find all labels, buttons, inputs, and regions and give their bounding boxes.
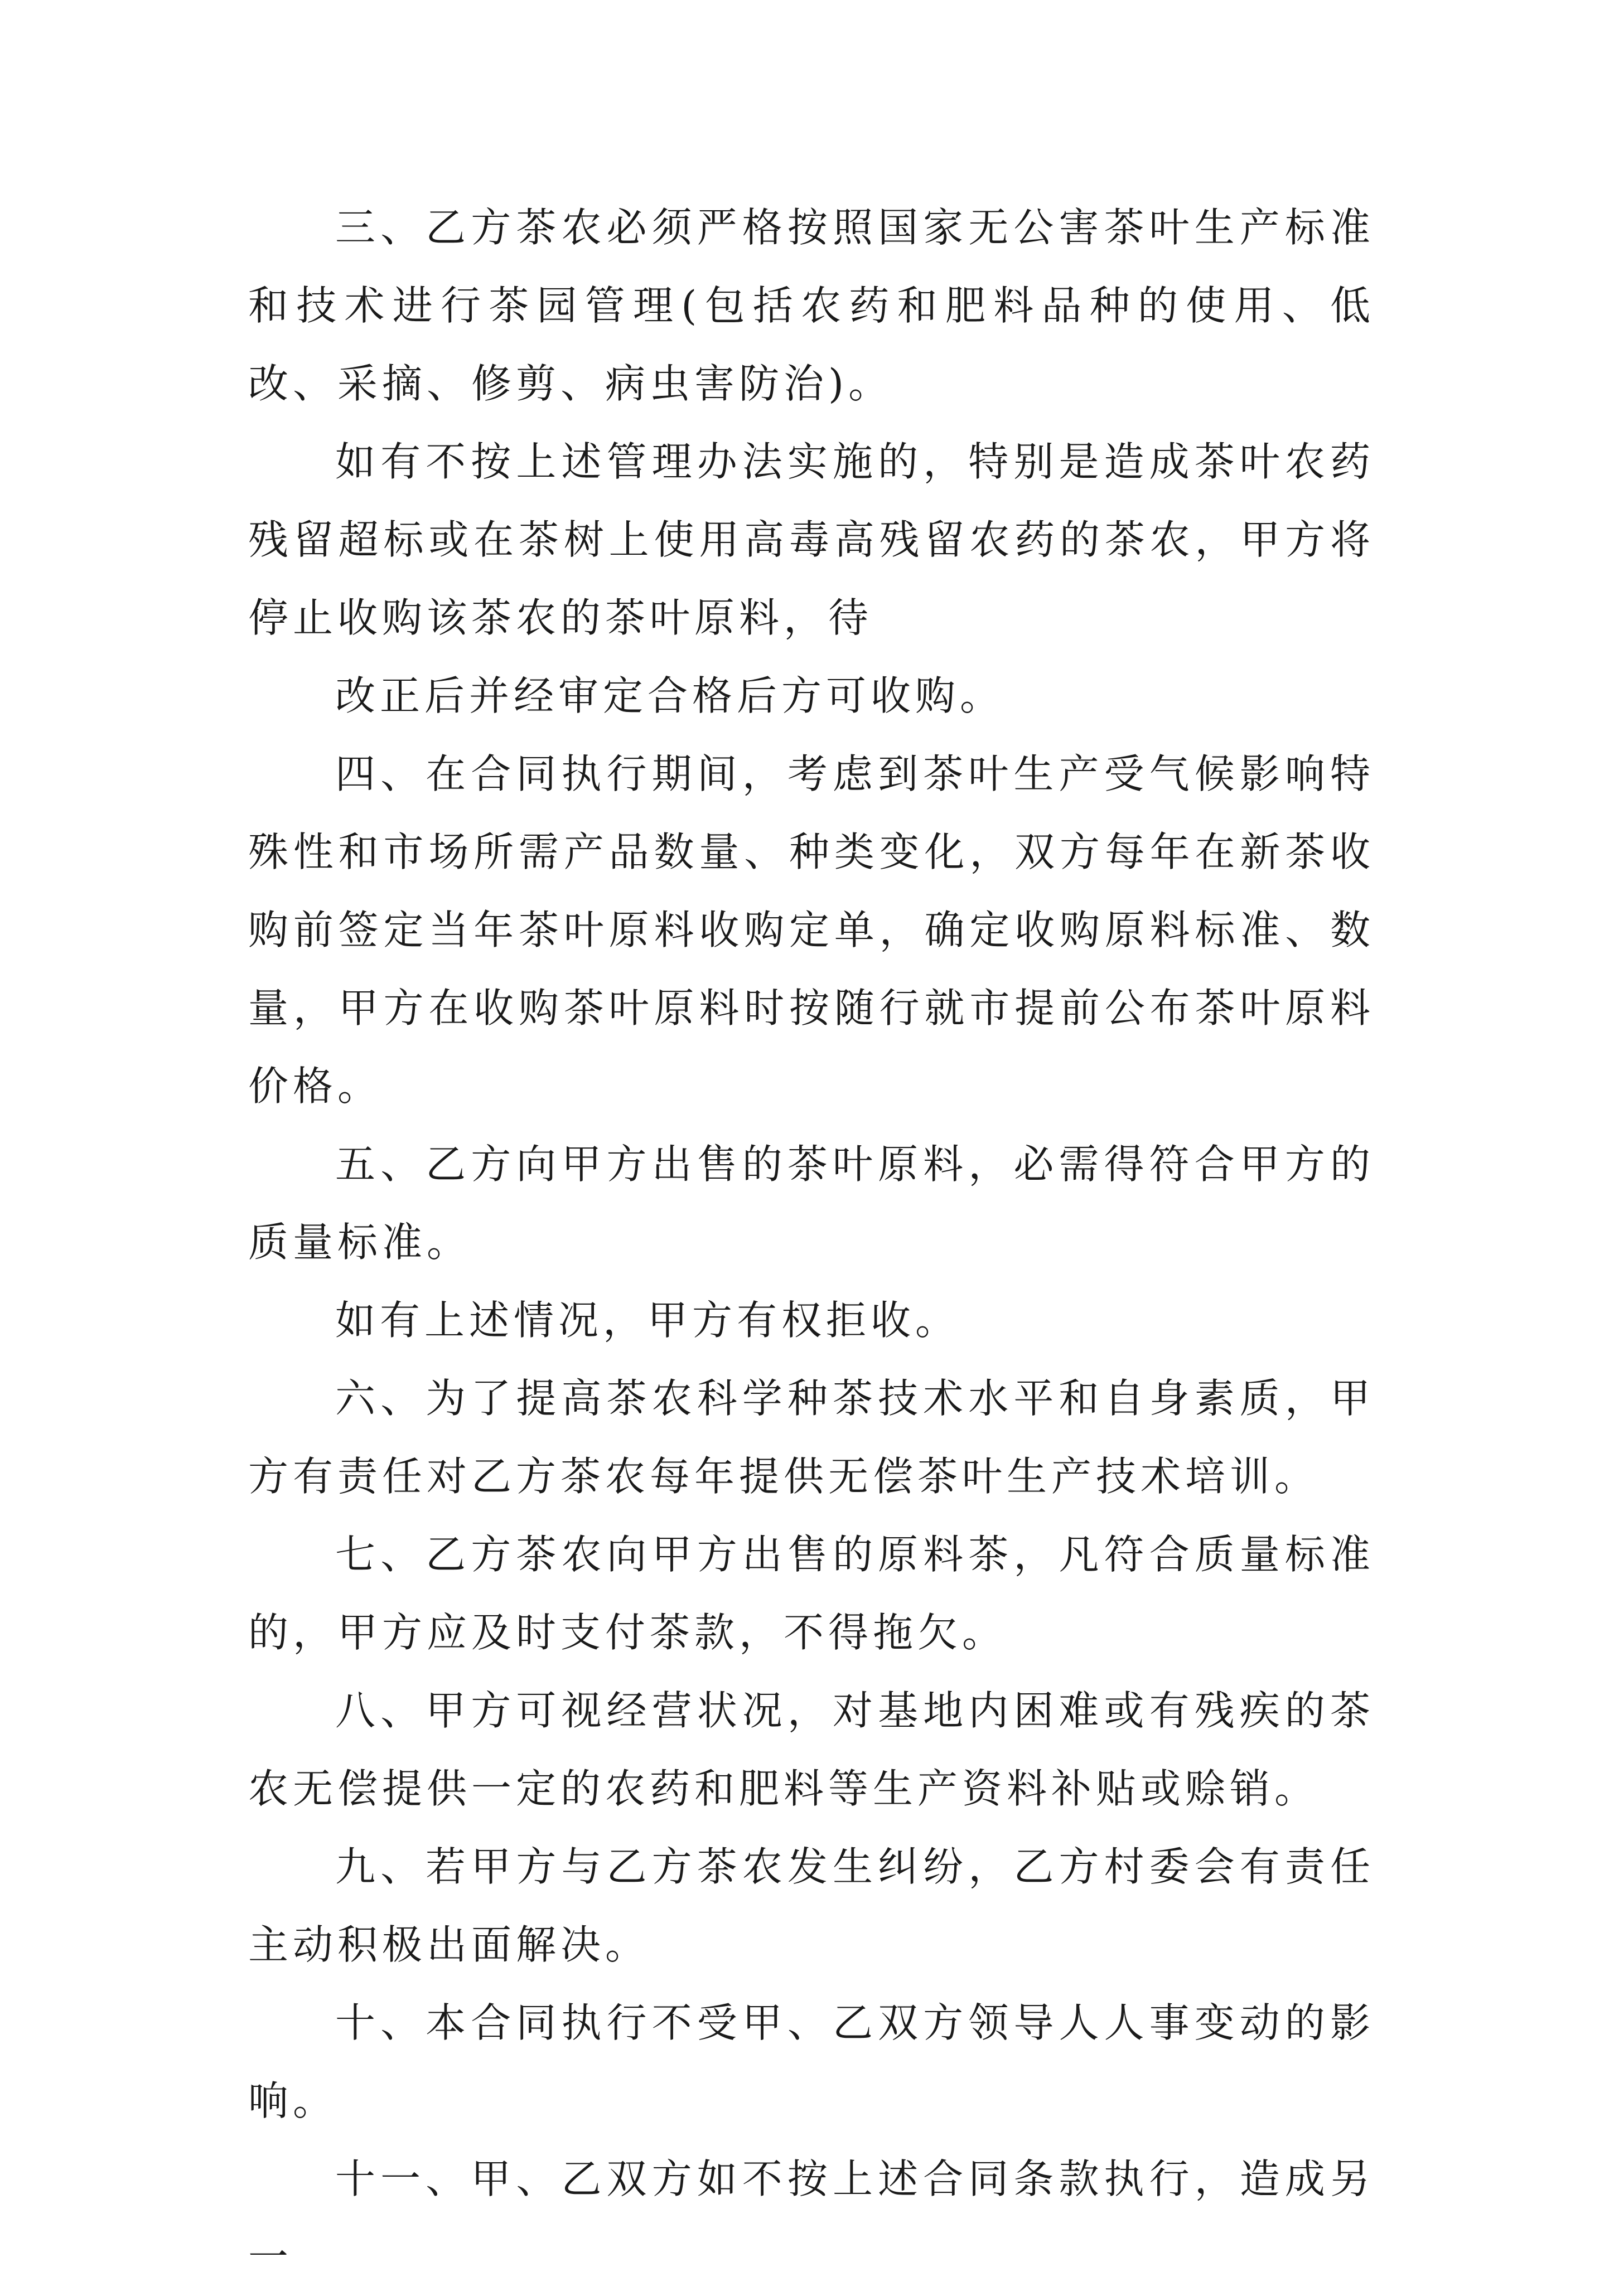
paragraph-clause-3: 三、乙方茶农必须严格按照国家无公害茶叶生产标准和技术进行茶园管理(包括农药和肥料品种的使用、低改、采摘、修剪、病虫害防治)。 [248,204,1375,407]
paragraph-clause-4: 四、在合同执行期间，考虑到茶叶生产受气候影响特殊性和市场所需产品数量、种类变化，双方每年在新茶收购前签定当年茶叶原料收购定单，确定收购原料标准、数量，甲方在收购茶叶原料时按随行就市提前公布茶叶原料价格。 [248,750,1375,1110]
paragraph-clause-6: 六、为了提高茶农科学种茶技术水平和自身素质，甲方有责任对乙方茶农每年提供无偿茶叶生产技术培训。 [248,1375,1375,1500]
paragraph-clause-9: 九、若甲方与乙方茶农发生纠纷，乙方村委会有责任主动积极出面解决。 [248,1843,1375,1968]
document-body [248,188,1375,2296]
paragraph-clause-8: 八、甲方可视经营状况，对基地内困难或有残疾的茶农无偿提供一定的农药和肥料等生产资料补贴或赊销。 [248,1687,1375,1812]
paragraph-clause-5-rejection: 如有上述情况，甲方有权拒收。 [335,1297,960,1344]
paragraph-clause-7: 七、乙方茶农向甲方出售的原料茶，凡符合质量标准的，甲方应及时支付茶款，不得拖欠。 [248,1531,1375,1656]
paragraph-clause-10: 十、本合同执行不受甲、乙双方领导人人事变动的影响。 [248,1999,1375,2124]
paragraph-clause-11: 十一、甲、乙双方如不按上述合同条款执行，造成另一 [248,2155,1375,2280]
paragraph-clause-5: 五、乙方向甲方出售的茶叶原料，必需得符合甲方的质量标准。 [248,1141,1375,1266]
paragraph-clause-3-continuation: 改正后并经审定合格后方可收购。 [335,672,1005,719]
paragraph-clause-3-penalty: 如有不按上述管理办法实施的，特别是造成茶叶农药残留超标或在茶树上使用高毒高残留农药的茶农，甲方将停止收购该茶农的茶叶原料，待 [248,438,1375,641]
